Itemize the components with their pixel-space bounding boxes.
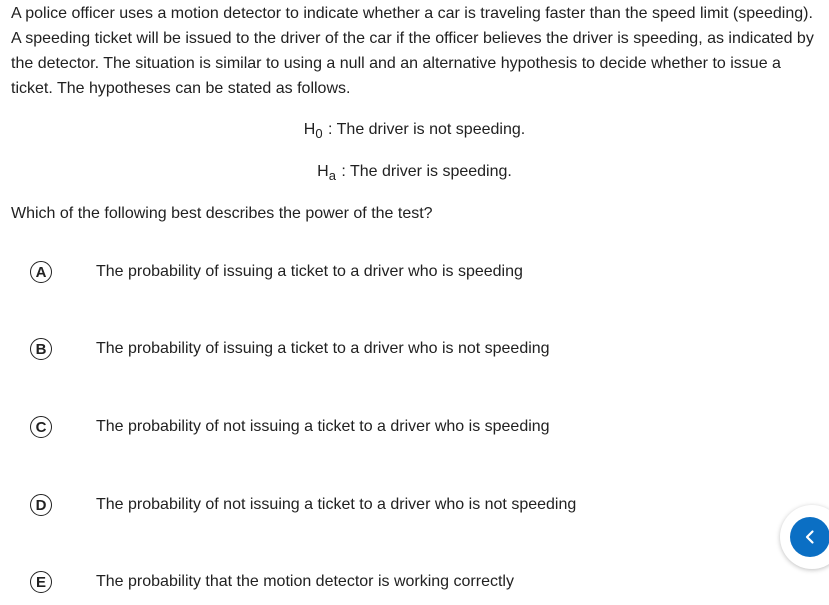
null-hypothesis-subscript: 0 (315, 126, 323, 141)
choice-letter-d: D (30, 494, 52, 516)
choice-text-b: The probability of issuing a ticket to a driver who is not speeding (96, 340, 550, 357)
answer-choice-e[interactable] (0, 561, 760, 605)
chevron-left-icon (802, 529, 818, 545)
choice-text-c: The probability of not issuing a ticket to a driver who is speeding (96, 418, 550, 435)
answer-choice-d[interactable] (0, 484, 760, 528)
choice-letter-c: C (30, 416, 52, 438)
answer-choice-a[interactable] (0, 251, 760, 295)
choice-text-d: The probability of not issuing a ticket to a driver who is not speeding (96, 496, 577, 513)
null-hypothesis-symbol: H (303, 121, 316, 138)
answer-choice-c[interactable] (0, 406, 760, 450)
choice-letter-b: B (30, 338, 52, 360)
alt-hypothesis-subscript: a (328, 168, 336, 183)
alt-hypothesis-symbol: H (317, 163, 329, 180)
question-passage: A police officer uses a motion detector to indicate whether a car is traveling faster than the speed limit (speeding). A speeding ticket will be issued to the driver of the car if the officer believes the driver is speeding, as indicated by the detector. The situation is similar to using a null and an alternative hypothesis to decide whether to issue a ticket. The hypotheses can be stated as follows. (11, 5, 814, 97)
null-hypothesis-text: : The driver is not speeding. (323, 121, 526, 138)
side-panel-toggle-button[interactable] (780, 505, 829, 569)
choice-text-e: The probability that the motion detector is working correctly (96, 573, 514, 590)
alternative-hypothesis (0, 162, 829, 182)
null-hypothesis (0, 120, 829, 140)
answer-choice-b[interactable] (0, 328, 760, 372)
choice-text-a: The probability of issuing a ticket to a driver who is speeding (96, 263, 523, 280)
question-stem: Which of the following best describes the power of the test? (11, 205, 433, 222)
alt-hypothesis-text: : The driver is speeding. (336, 163, 512, 180)
side-panel-toggle-circle[interactable] (790, 517, 829, 557)
choice-letter-a: A (30, 261, 52, 283)
choice-letter-e: E (30, 571, 52, 593)
